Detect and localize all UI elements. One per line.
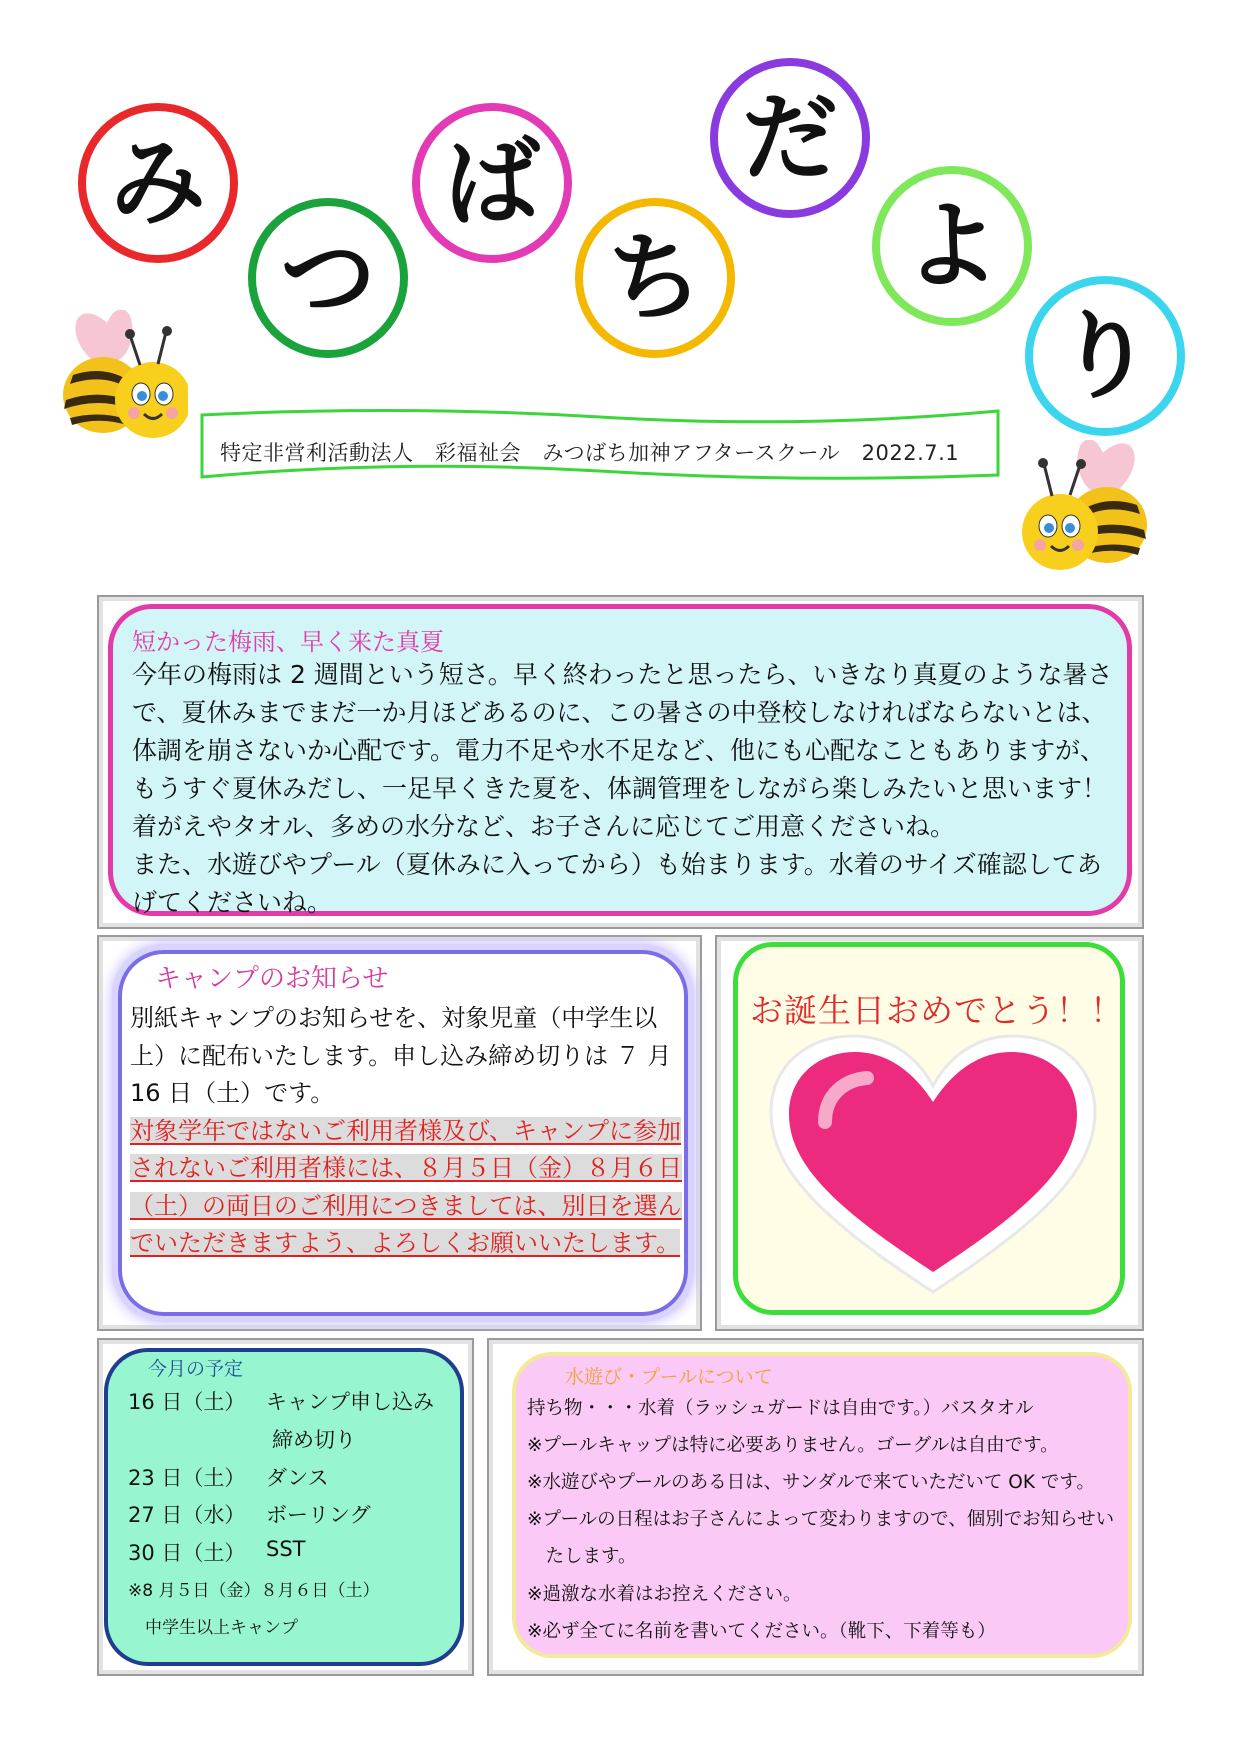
summer-notice-paragraph: また、水遊びやプール（夏休みに入ってから）も始まります。水着のサイズ確認してあげてくださいね。 — [132, 850, 1102, 917]
bee-illustration-left — [58, 310, 188, 460]
schedule-event: ボーリング — [266, 1503, 371, 1527]
birthday-title: お誕生日おめでとう！！ — [750, 991, 1124, 1030]
schedule-date: 30 日（土） — [128, 1541, 246, 1565]
title-char-tsu: つ — [248, 198, 408, 358]
camp-title: キャンプのお知らせ — [155, 964, 389, 994]
summer-notice-paragraph: 着がえやタオル、多めの水分など、お子さんに応じてご用意くださいね。 — [132, 812, 956, 841]
pool-line: ※プールキャップは特に必要ありません。ゴーグルは自由です。 — [527, 1435, 1059, 1456]
heart-illustration — [763, 1030, 1103, 1300]
schedule-date: 16 日（土） — [128, 1390, 246, 1414]
title-char-mi: み — [78, 103, 238, 263]
bee-illustration-right — [1022, 440, 1152, 590]
pool-line: たします。 — [527, 1546, 637, 1567]
camp-text: 別紙キャンプのお知らせを、対象児童（中学生以上）に配布いたします。申し込み締め切りは ７ 月 16 日（土）です。 — [130, 1004, 672, 1107]
subtitle-text: 特定非営利活動法人 彩福祉会 みつばち加神アフタースクール 2022.7.1 — [220, 441, 960, 465]
schedule-event: SST — [266, 1537, 306, 1561]
pool-title: 水遊び・プールについて — [565, 1366, 773, 1388]
summer-notice-body — [132, 656, 1122, 922]
schedule-date: 27 日（水） — [128, 1503, 246, 1527]
schedule-event: キャンプ申し込み — [266, 1390, 434, 1414]
title-char-chi: ち — [575, 198, 735, 358]
schedule-event: ダンス — [266, 1466, 329, 1490]
title-char-da: だ — [710, 58, 870, 218]
title-char-ri: り — [1025, 276, 1185, 436]
schedule-event: 締め切り — [272, 1428, 356, 1452]
schedule-note: 中学生以上キャンプ — [145, 1618, 298, 1638]
title-char-yo: よ — [872, 166, 1032, 326]
summer-notice-paragraph: 今年の梅雨は 2 週間という短さ。早く終わったと思ったら、いきなり真夏のような暑さで、夏休みまでまだ一か月ほどあるのに、この暑さの中登校しなければならないとは、体調を崩さないか心配です。電力不足や水不足など、他にも心配なこともありますが、もうすぐ夏休みだし、一足早くきた夏を、体調管理をしながら楽しみたいと思います！ — [132, 660, 1113, 803]
pool-line: ※プールの日程はお子さんによって変わりますので、個別でお知らせい — [527, 1509, 1115, 1530]
camp-body — [130, 1000, 686, 1263]
pool-line: ※必ず全てに名前を書いてください。（靴下、下着等も） — [527, 1621, 996, 1642]
schedule-note: ※8 月５日（金）８月６日（土） — [128, 1581, 380, 1601]
pool-line: 持ち物・・・水着（ラッシュガードは自由です。）バスタオル — [527, 1398, 1034, 1419]
schedule-title: 今月の予定 — [148, 1358, 244, 1380]
pool-line: ※過激な水着はお控えください。 — [527, 1584, 802, 1605]
title-char-ba: ば — [412, 103, 572, 263]
schedule-date: 23 日（土） — [128, 1466, 246, 1490]
pool-line: ※水遊びやプールのある日は、サンダルで来ていただいて OK です。 — [527, 1472, 1095, 1493]
summer-notice-title: 短かった梅雨、早く来た真夏 — [132, 628, 444, 656]
camp-notice: 対象学年ではないご利用者様及び、キャンプに参加されないご利用者様には、８月５日（金）８月６日（土）の両日のご利用につきましては、別日を選んでいただきますよう、よろしくお願いいたします。 — [130, 1116, 682, 1257]
